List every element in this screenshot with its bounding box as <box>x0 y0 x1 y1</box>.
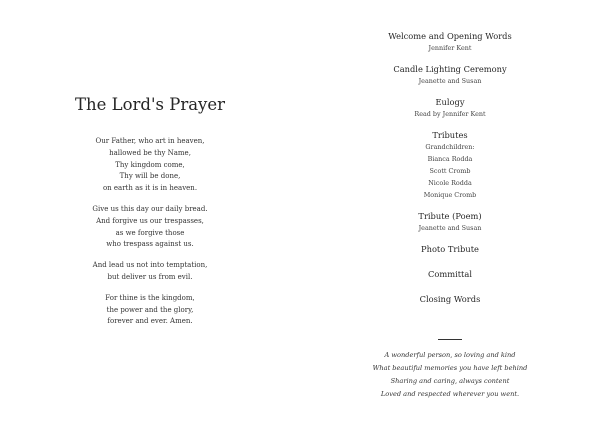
poem-line: Loved and respected wherever you went. <box>380 390 520 398</box>
program-item-title: Welcome and Opening Words <box>388 31 512 41</box>
program-item-detail: Monique Cromb <box>423 191 477 199</box>
program-item <box>300 243 600 255</box>
poem-line: A wonderful person, so loving and kind <box>384 351 516 359</box>
divider <box>438 339 462 340</box>
prayer-line: Our Father, who art in heaven, <box>95 137 205 145</box>
program-item <box>300 96 600 120</box>
prayer-line: forever and ever. Amen. <box>107 317 193 326</box>
prayer-stanza <box>0 260 300 284</box>
poem-line: Sharing and caring, always content <box>390 377 510 385</box>
program-item <box>300 210 600 234</box>
program-item-title: Eulogy <box>435 97 465 107</box>
prayer-line: Give us this day our daily bread. <box>92 204 208 213</box>
program-item-detail: Jeanette and Susan <box>418 77 482 85</box>
prayer-line: Thy kingdom come, <box>115 160 185 169</box>
prayer-line: For thine is the kingdom, <box>105 293 195 302</box>
program-item-title: Candle Lighting Ceremony <box>393 64 507 74</box>
program-item <box>300 63 600 87</box>
order-of-service <box>300 30 600 318</box>
prayer-line: the power and the glory, <box>106 305 194 314</box>
program-item-detail: Read by Jennifer Kent <box>414 110 486 118</box>
prayer-line: on earth as it is in heaven. <box>102 184 198 193</box>
program-item-detail: Jeanette and Susan <box>418 224 482 232</box>
program-item-title: Tribute (Poem) <box>418 211 482 221</box>
prayer-line: who trespass against us. <box>106 240 194 249</box>
program-item <box>300 129 600 201</box>
prayer-line: hallowed be thy Name, <box>109 148 191 157</box>
prayer-line: as we forgive those <box>115 228 185 237</box>
program-item <box>300 293 600 305</box>
right-page <box>300 0 600 425</box>
program-item-detail: Nicole Rodda <box>428 179 472 187</box>
poem-line: What beautiful memories you have left behind <box>372 364 528 372</box>
program-item-detail: Scott Cromb <box>429 167 471 175</box>
prayer-line: And forgive us our trespasses, <box>96 216 204 225</box>
program-item-title: Photo Tribute <box>421 244 479 254</box>
prayer-line: but deliver us from evil. <box>107 272 193 281</box>
prayer-title: The Lord's Prayer <box>74 95 226 114</box>
program-item-title: Committal <box>427 269 472 279</box>
program-item-detail: Jennifer Kent <box>428 44 472 52</box>
program-item-detail: Grandchildren: <box>425 143 475 151</box>
closing-poem <box>300 349 600 401</box>
program-item-detail: Bianca Rodda <box>427 155 473 163</box>
prayer-body <box>0 136 300 337</box>
prayer-stanza <box>0 136 300 195</box>
prayer-line: And lead us not into temptation, <box>92 261 208 270</box>
program-item <box>300 30 600 54</box>
program-item-title: Tributes <box>432 130 468 140</box>
program-item <box>300 268 600 280</box>
prayer-stanza <box>0 204 300 251</box>
prayer-stanza <box>0 293 300 328</box>
program-item-title: Closing Words <box>419 294 481 304</box>
prayer-line: Thy will be done, <box>119 172 181 181</box>
